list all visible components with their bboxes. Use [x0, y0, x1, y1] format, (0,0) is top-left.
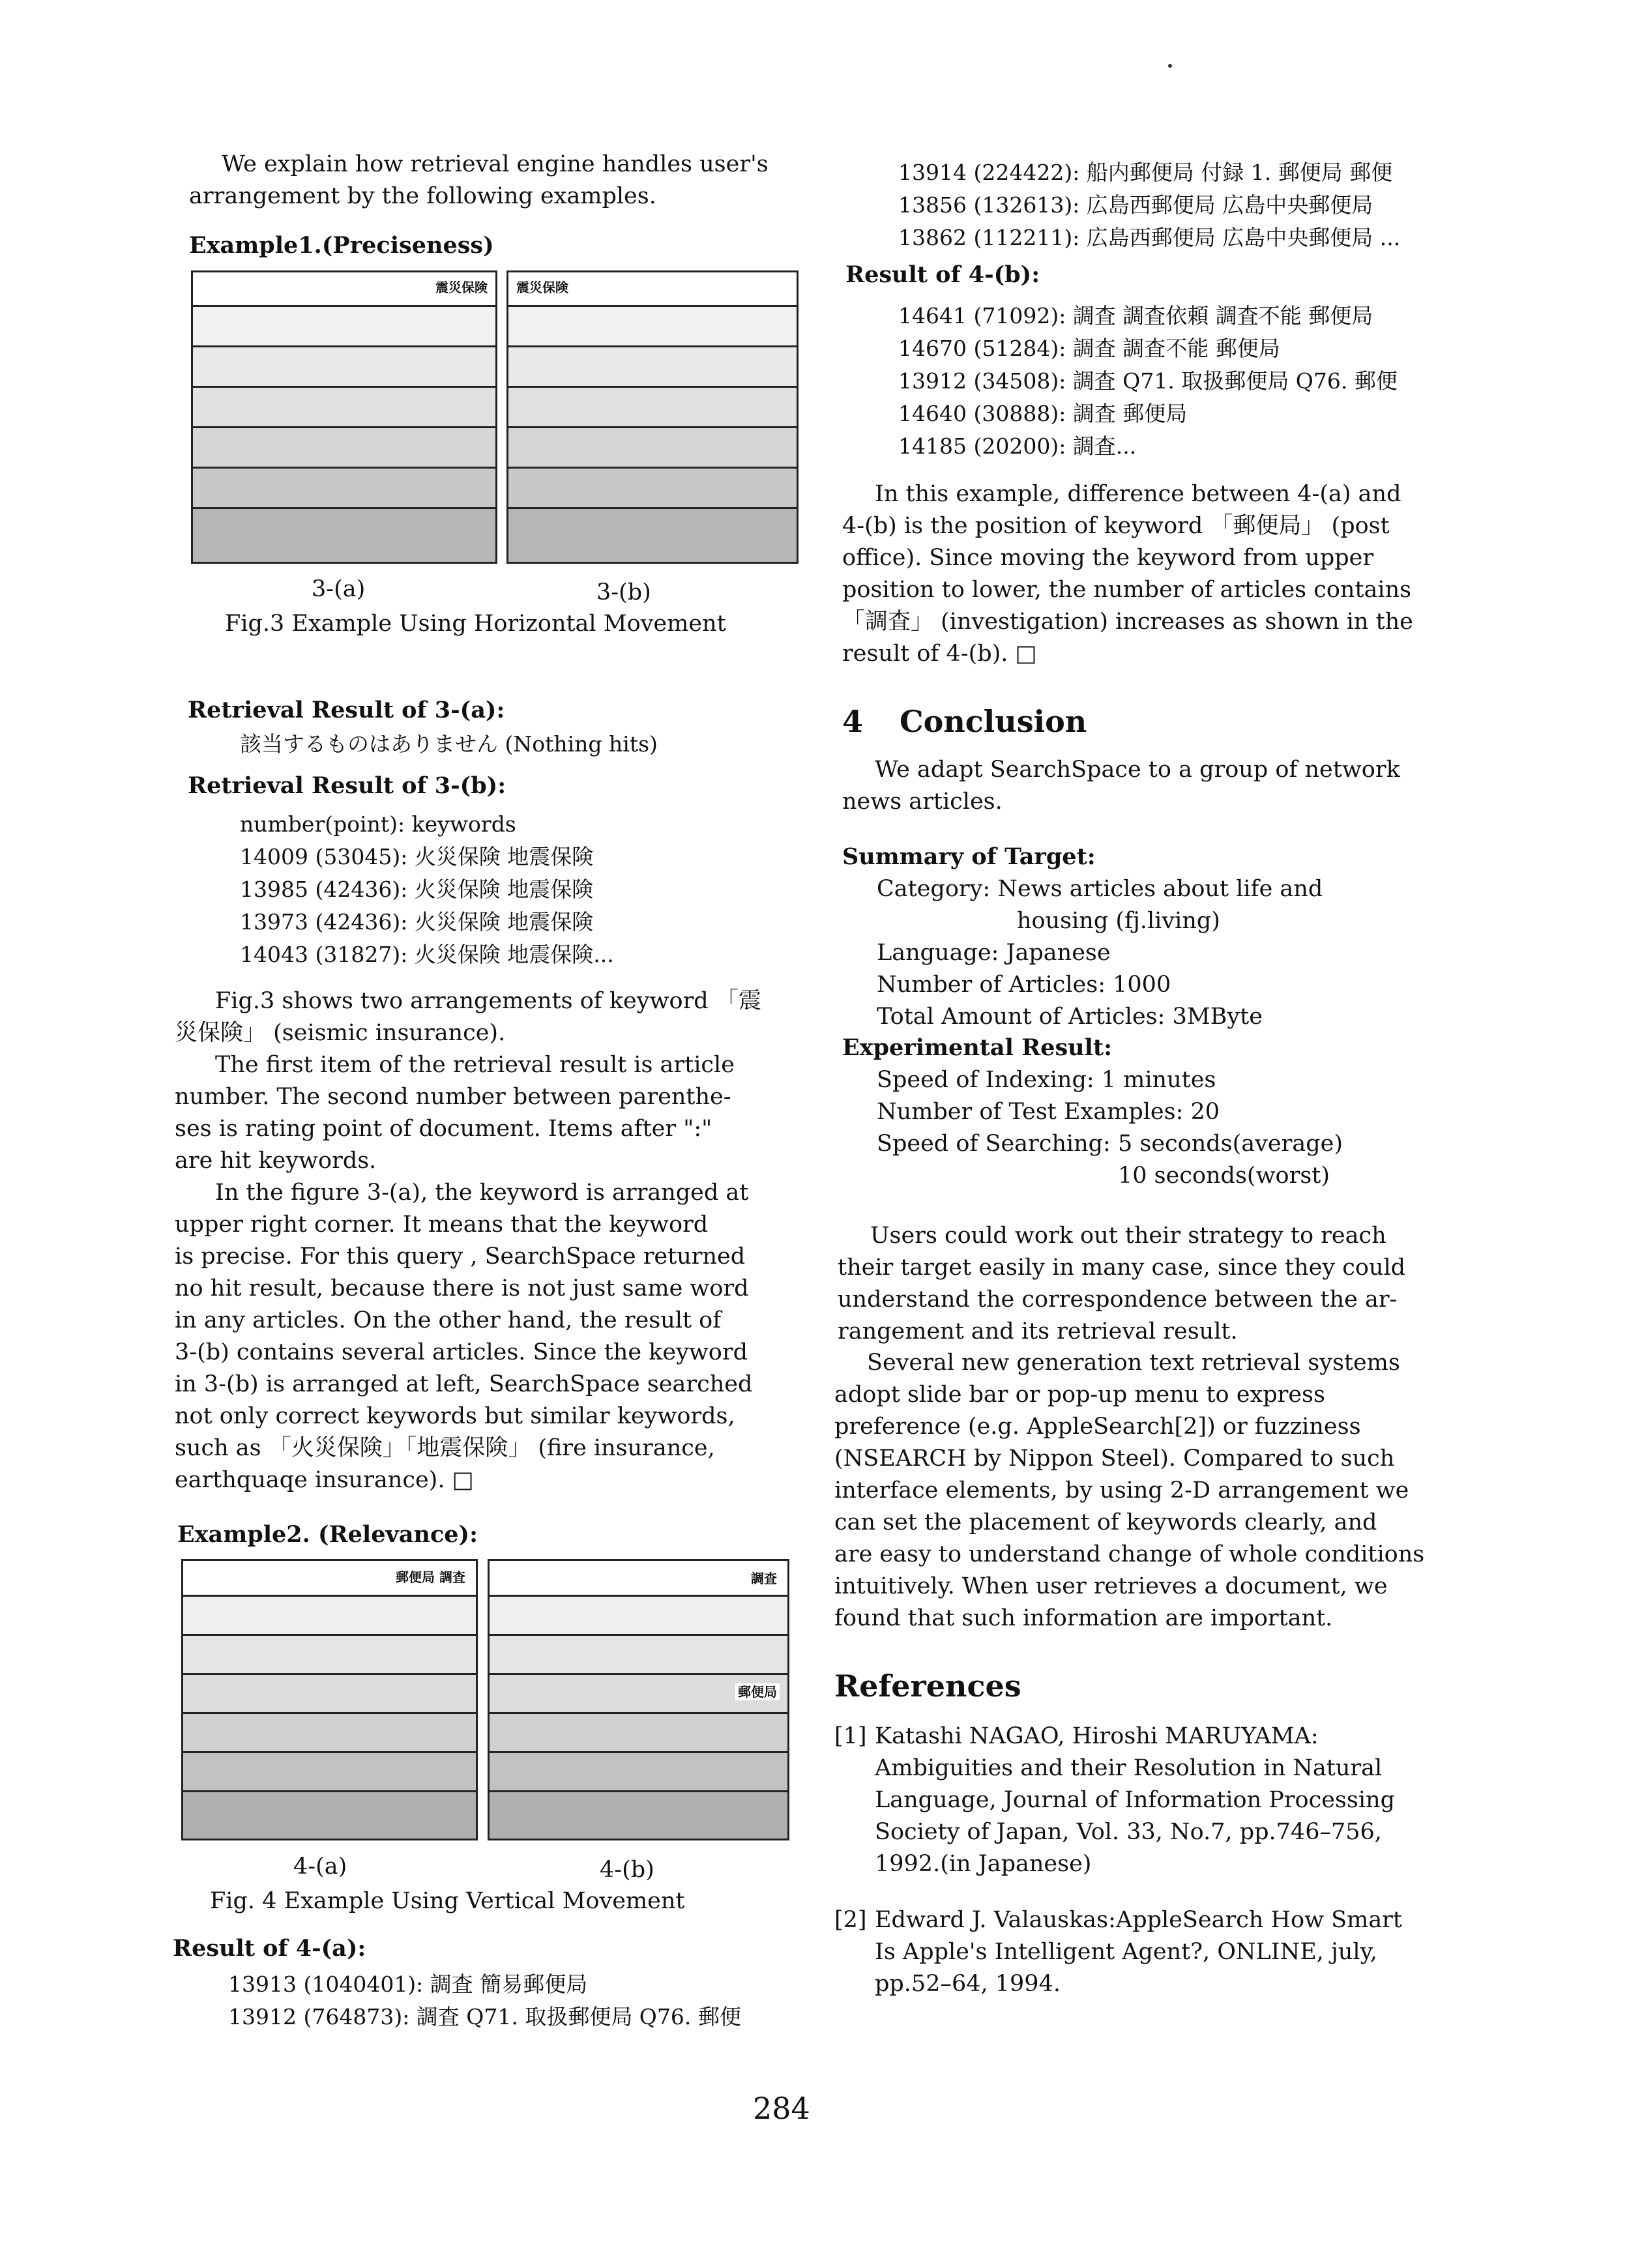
example1-heading: Example1.(Preciseness) — [189, 232, 494, 259]
rr3b-results: number(point): keywords 14009 (53045): 火災保険 地震保険 13985 (42436): 火災保険 地震保険 13973 (42436): 火災保険 地震保険 14043 (31827): 火災保険 地震保険... — [240, 811, 614, 967]
para-adapt: We adapt SearchSpace to a group of network news articles. — [842, 757, 1400, 815]
fig4a-band — [183, 1673, 476, 1712]
fig3a-band — [193, 345, 495, 386]
fig4a-keyword: 郵便局 調査 — [393, 1569, 468, 1586]
fig4a-band — [183, 1595, 476, 1634]
fig3b-band — [508, 386, 797, 426]
fig3a-keyword: 震災保険 — [433, 279, 490, 296]
reference-item: [2] Edward J. Valauskas:AppleSearch How Smart Is Apple's Intelligent Agent?, ONLINE, july, pp.52–64, 1994. — [834, 1904, 1431, 2000]
experimental-list: Speed of Indexing: 1 minutes Number of Test Examples: 20 Speed of Searching: 5 seconds(average) 10 seconds(worst) — [877, 1067, 1343, 1189]
fig3b-band — [508, 467, 797, 507]
para-users: Users could work out their strategy to reach their target easily in many case, since they could understand the correspondence between the ar- rangement and its retrieval result. — [838, 1223, 1406, 1345]
rr3b-heading: Retrieval Result of 3-(b): — [188, 772, 506, 799]
fig3b-keyword: 震災保険 — [514, 279, 571, 296]
reference-number: [2] — [834, 1907, 867, 1933]
fig4b-band — [490, 1634, 787, 1673]
fig4b-band — [490, 1595, 787, 1634]
summary-heading: Summary of Target: — [842, 843, 1096, 870]
fig4a-label: 4-(a) — [293, 1854, 347, 1880]
speck-mark — [1168, 64, 1172, 68]
fig3a-band — [193, 507, 495, 562]
fig3a-band — [193, 305, 495, 345]
page-number: 284 — [753, 2091, 810, 2126]
fig4-caption: Fig. 4 Example Using Vertical Movement — [210, 1888, 685, 1914]
fig4b-label: 4-(b) — [600, 1857, 654, 1883]
para-figure-3a: In the figure 3-(a), the keyword is arranged at upper right corner. It means that the keyword is precise. For this query , SearchSpace returned no hit result, because there is not just same word in any articles. On the other hand, the result of 3-(b) contains several articles. Since the keyword in 3-(b) is arranged at left, SearchSpace searched not only correct keywords but similar keywords, such as 「火災保険」「地震保険」 (fire insurance, earthquaqe insurance). □ — [175, 1180, 753, 1493]
fig3b-panel — [506, 270, 799, 564]
r4a-results: 13913 (1040401): 調査 簡易郵便局 13912 (764873): 調査 Q71. 取扱郵便局 Q76. 郵便 — [228, 1971, 741, 2029]
reference-number: [1] — [834, 1723, 867, 1749]
fig4a-band — [183, 1790, 476, 1839]
r4b-heading: Result of 4-(b): — [845, 261, 1040, 288]
para-fig3-description: Fig.3 shows two arrangements of keyword 「震 災保険」 (seismic insurance). — [175, 988, 761, 1046]
para-example-difference: In this example, difference between 4-(a) and 4-(b) is the position of keyword 「郵便局」 (post office). Since moving the keyword from upper position to lower, the number of articles contains 「調査」 (investigation) increases as shown in the result of 4-(b). □ — [842, 481, 1413, 667]
fig4a-band — [183, 1751, 476, 1790]
section-number: 4 — [842, 704, 864, 739]
fig3-caption: Fig.3 Example Using Horizontal Movement — [225, 611, 726, 637]
para-result-explanation: The first item of the retrieval result is article number. The second number between parenthe- ses is rating point of document. Items after ":" are hit keywords. — [175, 1052, 735, 1174]
fig4b-band — [490, 1790, 787, 1839]
fig3a-band — [193, 386, 495, 426]
fig3b-band — [508, 305, 797, 345]
references-heading: References — [834, 1668, 1021, 1704]
fig4a-panel — [181, 1559, 478, 1840]
section-title: Conclusion — [900, 704, 1087, 739]
summary-list: Category: News articles about life and housing (fj.living) Language: Japanese Number of Articles: 1000 Total Amount of Articles: 3MByte — [877, 876, 1323, 1030]
fig3b-label: 3-(b) — [596, 579, 651, 605]
section-4-heading — [842, 704, 1087, 739]
reference-item: [1] Katashi NAGAO, Hiroshi MARUYAMA: Ambiguities and their Resolution in Natural Language, Journal of Information Processing Society of Japan, Vol. 33, No.7, pp.746–756, 1992.(in Japanese) — [834, 1721, 1431, 1880]
fig4b-band — [490, 1751, 787, 1790]
rr3a-heading: Retrieval Result of 3-(a): — [188, 697, 505, 723]
r4b-results: 14641 (71092): 調査 調査依頼 調査不能 郵便局 14670 (51284): 調査 調査不能 郵便局 13912 (34508): 調査 Q71. 取扱郵便局 Q76. 郵便 14640 (30888): 調査 郵便局 14185 (20200): 調査... — [898, 303, 1398, 459]
fig3b-band — [508, 507, 797, 562]
fig3b-band — [508, 426, 797, 467]
fig4a-band — [183, 1712, 476, 1751]
fig3a-band — [193, 467, 495, 507]
fig3a-panel — [191, 270, 497, 564]
fig4b-band — [490, 1712, 787, 1751]
fig3a-label: 3-(a) — [312, 576, 366, 602]
intro-paragraph: We explain how retrieval engine handles user's arrangement by the following examples. — [189, 151, 769, 209]
fig3b-band — [508, 345, 797, 386]
example2-heading: Example2. (Relevance): — [177, 1521, 478, 1548]
fig4b-keyword-top: 調査 — [748, 1570, 780, 1587]
fig4b-panel — [488, 1559, 789, 1840]
r4a-results-continued: 13914 (224422): 船内郵便局 付録 1. 郵便局 郵便 13856 (132613): 広島西郵便局 広島中央郵便局 13862 (112211): 広島西郵便局 広島中央郵便局 ... — [898, 160, 1401, 250]
fig4b-keyword-mid: 郵便局 — [735, 1683, 780, 1700]
rr3a-text: 該当するものはありません (Nothing hits) — [240, 731, 658, 757]
fig3a-band — [193, 426, 495, 467]
experimental-heading: Experimental Result: — [842, 1034, 1112, 1061]
para-several-systems: Several new generation text retrieval systems adopt slide bar or pop-up menu to express preference (e.g. AppleSearch[2]) or fuzziness (NSEARCH by Nippon Steel). Compared to such interface elements, by using 2-D arrangement we can set the placement of keywords clearly, and are easy to understand change of whole conditions intuitively. When user retrieves a document, we found that such information are important. — [834, 1350, 1425, 1631]
r4a-heading: Result of 4-(a): — [173, 1935, 366, 1962]
fig4a-band — [183, 1634, 476, 1673]
